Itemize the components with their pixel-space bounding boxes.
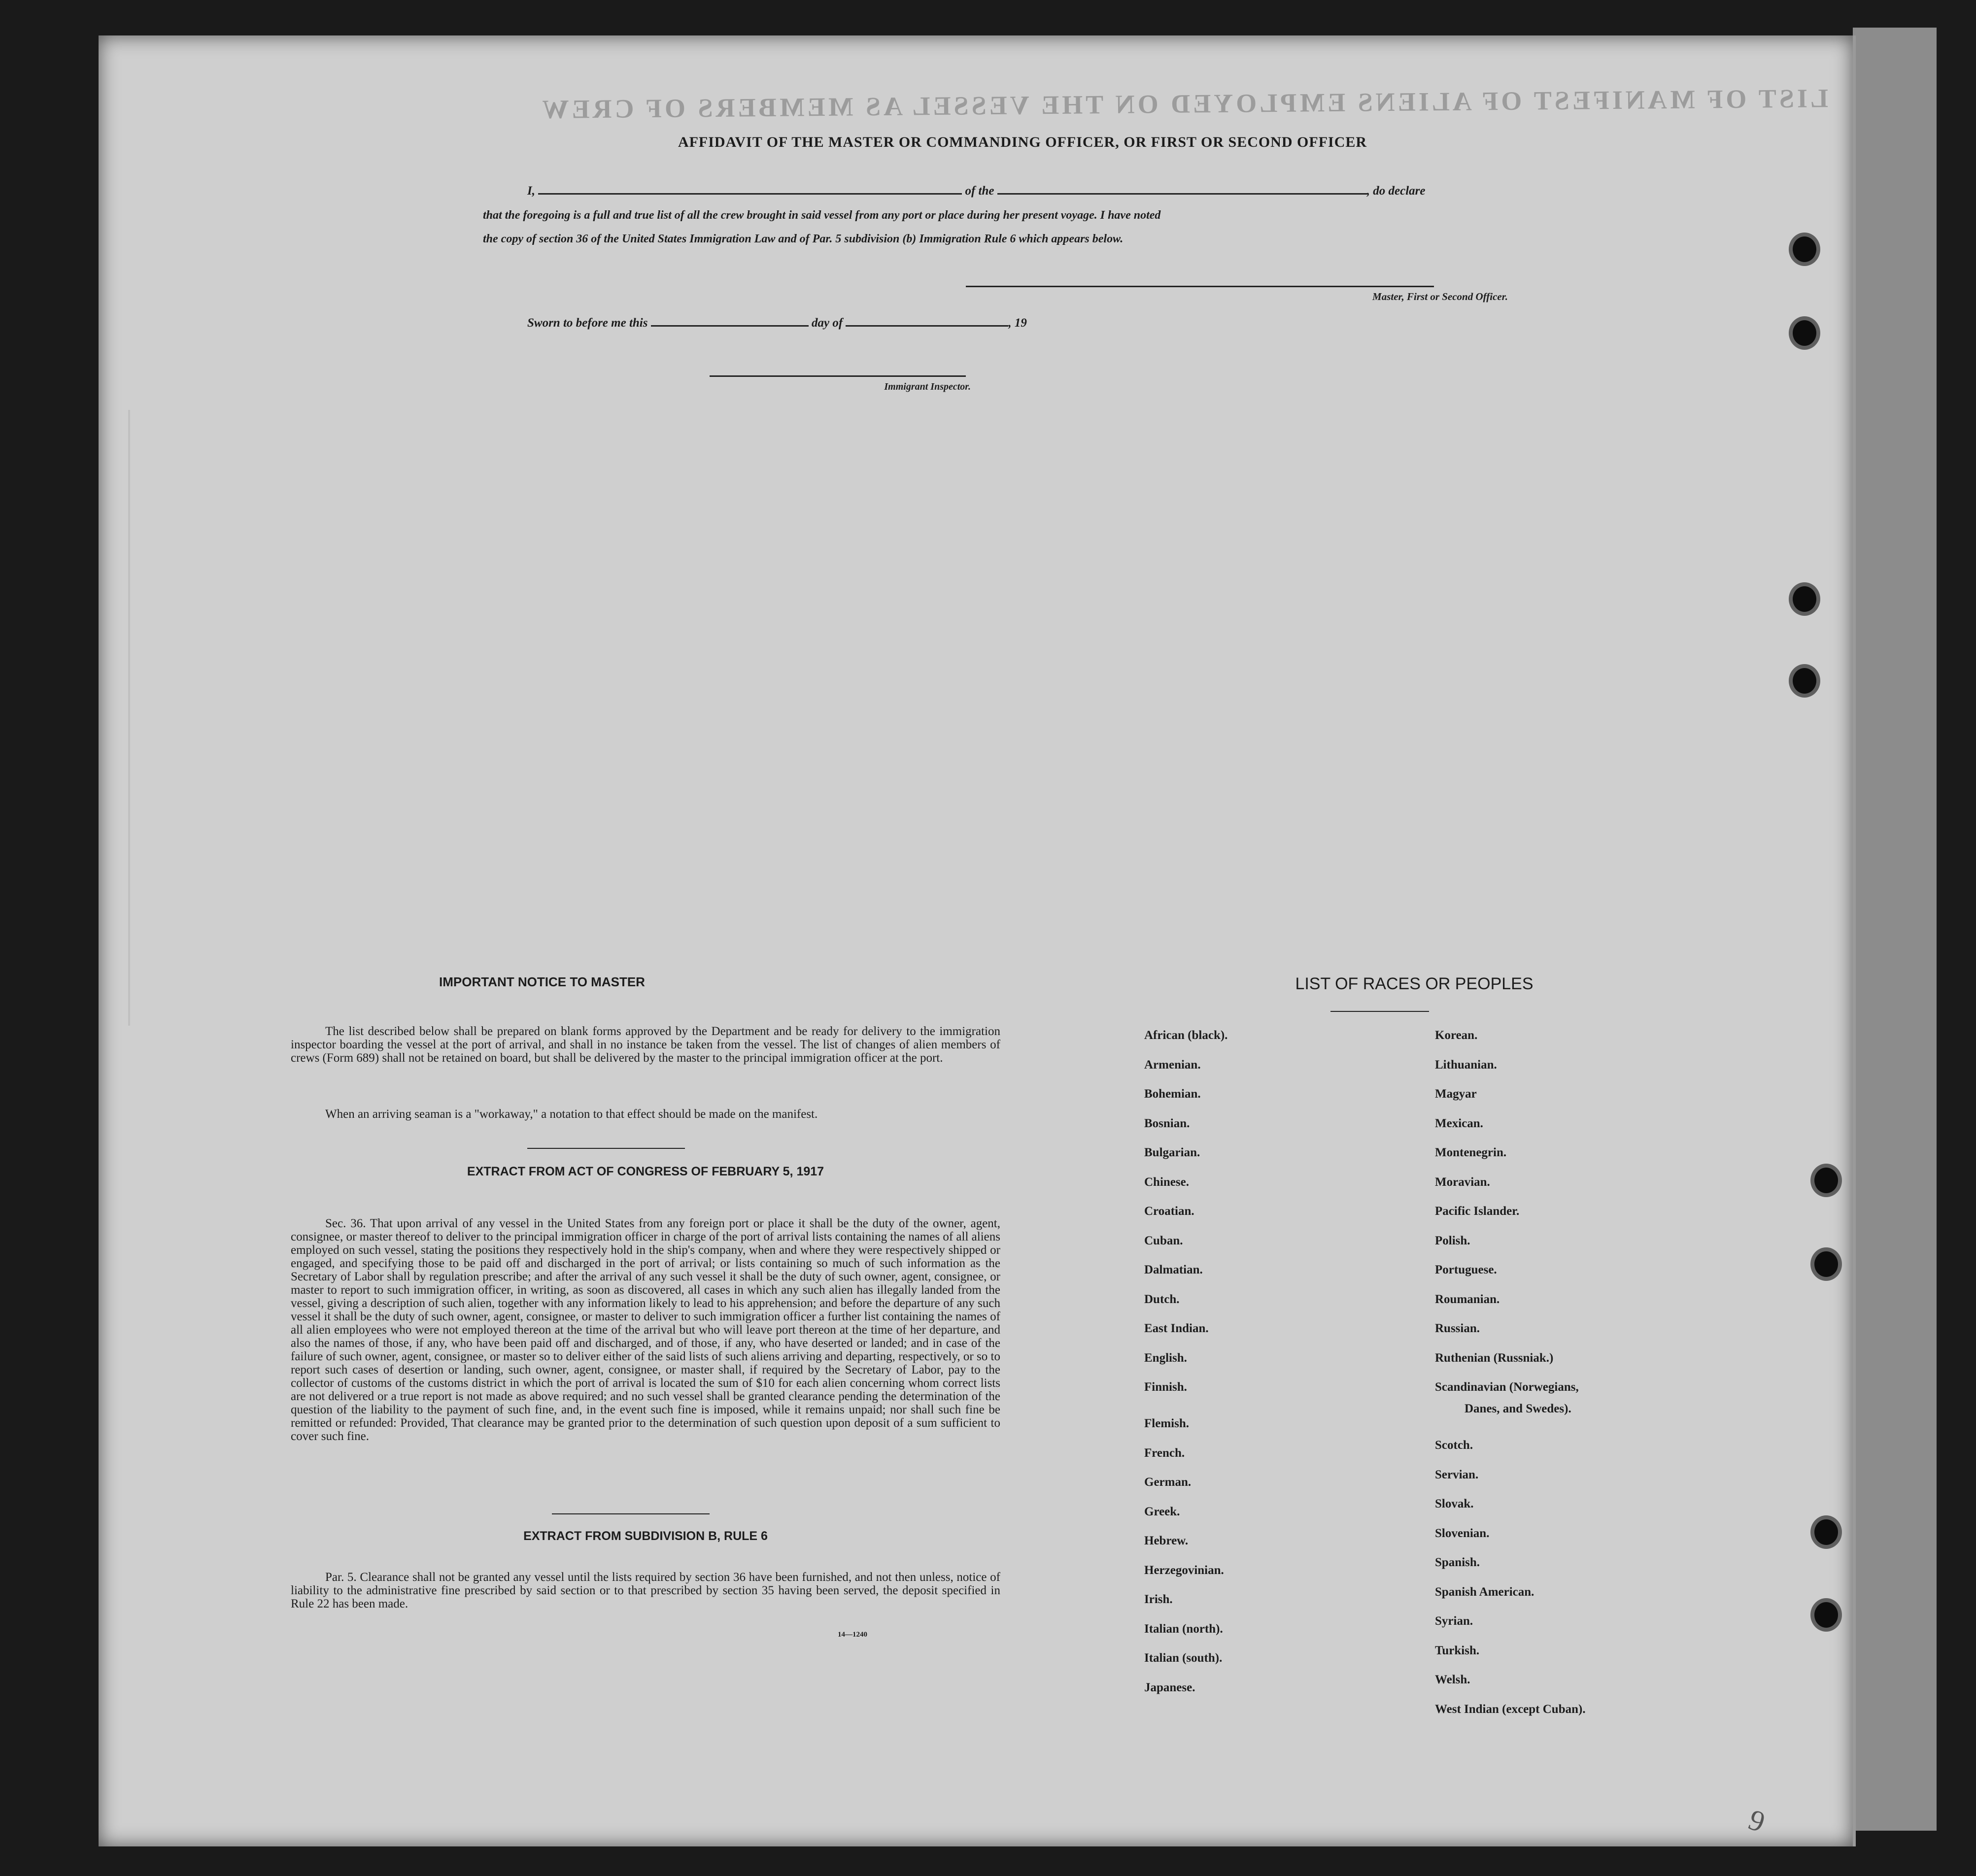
race-item: Slovak. — [1435, 1497, 1474, 1510]
race-item: Flemish. — [1144, 1417, 1189, 1430]
affidavit-line-1 — [527, 184, 1562, 198]
year-label: , 19 — [1008, 316, 1027, 330]
race-item: Danes, and Swedes). — [1465, 1402, 1571, 1415]
race-item: Montenegrin. — [1435, 1146, 1507, 1159]
race-item: Greek. — [1144, 1505, 1180, 1518]
race-item: Bohemian. — [1144, 1087, 1201, 1101]
race-item: Scandinavian (Norwegians, — [1435, 1380, 1579, 1394]
race-item: Bosnian. — [1144, 1116, 1190, 1130]
race-item: Italian (south). — [1144, 1651, 1223, 1665]
extract-rule-text: Par. 5. Clearance shall not be granted any vessel until the lists required by section 36 have been furnished, and not then unless, notice of liability to the administrative fine prescribed by said section or to that prescribed by section 35 having been served, the deposit specified in Rule 22 has been made. — [291, 1571, 1000, 1610]
document-page — [99, 35, 1856, 1846]
race-item: Dutch. — [1144, 1292, 1180, 1306]
race-item: African (black). — [1144, 1029, 1228, 1042]
affidavit-line-2: that the foregoing is a full and true list of all the crew brought in said vessel from any port or place during her present voyage. I have noted — [483, 209, 1161, 222]
race-item: Mexican. — [1435, 1116, 1483, 1130]
margin-pencil-mark: 9 — [1744, 1803, 1770, 1839]
race-item: German. — [1144, 1475, 1192, 1489]
notice-para-2: When an arriving seaman is a "workaway," a notation to that effect should be made on the manifest. — [325, 1107, 818, 1121]
punch-hole — [1793, 586, 1816, 612]
race-item: Russian. — [1435, 1322, 1480, 1335]
affidavit-title: AFFIDAVIT OF THE MASTER OR COMMANDING OFFICER, OR FIRST OR SECOND OFFICER — [678, 134, 1367, 150]
day-of-label: day of — [811, 316, 843, 330]
extract-divider — [552, 1513, 710, 1514]
race-item: East Indian. — [1144, 1322, 1209, 1335]
race-item: Korean. — [1435, 1029, 1478, 1042]
punch-hole — [1814, 1602, 1838, 1628]
race-item: Servian. — [1435, 1468, 1479, 1481]
do-declare-label: , do declare — [1366, 184, 1426, 198]
inspector-signature-line[interactable] — [710, 375, 966, 377]
notice-divider — [527, 1148, 685, 1149]
name-field[interactable] — [538, 193, 962, 195]
race-item: Moravian. — [1435, 1175, 1490, 1189]
race-item: Polish. — [1435, 1234, 1470, 1247]
extract-act-text: Sec. 36. That upon arrival of any vessel in the United States from any foreign port or place it shall be the duty of the owner, agent, consignee, or master thereof to deliver to the principal immigration officer in charge of the port of arrival lists containing the names of all aliens employed on such vessel, stating the positions they respectively hold in the ship's company, when and where they were respectively shipped or engaged, and specifying those to be paid off and discharged in the port of arrival; or lists containing so much of such information as the Secretary of Labor shall by regulation prescribe; and after the arrival of any such vessel it shall be the duty of such owner, agent, consignee, or master to report to such immigration officer, in writing, as soon as discovered, all cases in which any such alien has illegally landed from the vessel, giving a description of such alien, together with any information likely to lead to his apprehension; and before the departure of any such vessel it shall be the duty of such owner, agent, consignee, or master to deliver to such immigration officer a further list containing the names of all alien employees who were not employed thereon at the time of the arrival but who will leave port thereon at the time of her departure, and also the names of those, if any, who have been paid off and discharged, and of those, if any, who have deserted or landed; and in case of the failure of such owner, agent, consignee, or master so to deliver either of the said lists of such aliens arriving and departing, respectively, or so to report such cases of desertion or landing, such owner, agent, consignee, or master shall, if required by the Secretary of Labor, pay to the collector of customs of the customs district in which the port of arrival is located the sum of $10 for each alien concerning whom correct lists are not delivered or a true report is not made as above required; and no such vessel shall be granted clearance pending the determination of the question of the liability to the payment of such fine, and, in the event such fine is imposed, while it remains unpaid; nor shall such fine be remitted or refunded: Provided, That clearance may be granted prior to the determination of such question upon deposit of a sum sufficient to cover such fine. — [291, 1217, 1000, 1443]
extract-act-title: EXTRACT FROM ACT OF CONGRESS OF FEBRUARY 5, 1917 — [467, 1165, 824, 1178]
punch-hole — [1814, 1251, 1838, 1277]
punch-hole — [1793, 320, 1816, 346]
affidavit-line-3: the copy of section 36 of the United States Immigration Law and of Par. 5 subdivision (b) Immigration Rule 6 which appears below. — [483, 233, 1124, 245]
vessel-field[interactable] — [997, 193, 1367, 195]
race-item: Finnish. — [1144, 1380, 1187, 1394]
race-item: Spanish. — [1435, 1556, 1480, 1569]
extract-rule-title: EXTRACT FROM SUBDIVISION B, RULE 6 — [523, 1529, 768, 1543]
sworn-day-field[interactable] — [651, 325, 809, 327]
race-item: Roumanian. — [1435, 1292, 1500, 1306]
race-item: Italian (north). — [1144, 1622, 1223, 1636]
master-signature-line[interactable] — [966, 286, 1434, 287]
race-item: Magyar — [1435, 1087, 1477, 1101]
notice-para-1: The list described below shall be prepared on blank forms approved by the Department and be ready for delivery to the immigration inspector boarding the vessel at the port of arrival, and shall in no instance be taken from the vessel. The list of changes of alien members of crews (Form 689) shall not be retained on board, but shall be delivered by the master to the principal immigration officer at the port. — [291, 1025, 1000, 1065]
race-item: Pacific Islander. — [1435, 1205, 1520, 1218]
bleed-through-text: LIST OF MANIFEST OF ALIENS EMPLOYED ON THE VESSEL AS MEMBERS OF CREW — [539, 83, 1829, 125]
race-item: Japanese. — [1144, 1680, 1195, 1694]
race-item: Herzegovinian. — [1144, 1563, 1224, 1577]
race-item: French. — [1144, 1446, 1185, 1460]
race-item: Slovenian. — [1435, 1526, 1490, 1540]
race-item: Chinese. — [1144, 1175, 1189, 1189]
race-item: Turkish. — [1435, 1643, 1480, 1657]
i-label: I, — [527, 184, 535, 198]
underlying-page-edge — [1853, 28, 1937, 1831]
race-item: Spanish American. — [1435, 1585, 1534, 1599]
race-item: Dalmatian. — [1144, 1263, 1203, 1276]
inspector-label: Immigrant Inspector. — [884, 381, 971, 392]
sworn-month-field[interactable] — [846, 325, 1008, 327]
sworn-line — [527, 316, 1217, 330]
form-number: 14—1240 — [838, 1631, 867, 1639]
races-title: LIST OF RACES OR PEOPLES — [1295, 974, 1533, 993]
race-item: Armenian. — [1144, 1058, 1201, 1072]
race-item: Cuban. — [1144, 1234, 1183, 1247]
race-item: Croatian. — [1144, 1205, 1194, 1218]
race-item: English. — [1144, 1351, 1187, 1365]
race-item: West Indian (except Cuban). — [1435, 1702, 1586, 1716]
race-item: Hebrew. — [1144, 1534, 1189, 1547]
race-item: Scotch. — [1435, 1439, 1473, 1452]
punch-hole — [1793, 236, 1816, 262]
of-the-label: of the — [965, 184, 994, 198]
race-item: Bulgarian. — [1144, 1146, 1200, 1159]
punch-hole — [1793, 668, 1816, 694]
races-divider — [1330, 1011, 1429, 1012]
sworn-label: Sworn to before me this — [527, 316, 648, 330]
ghost-row-marks — [128, 410, 1830, 1026]
punch-hole — [1814, 1168, 1838, 1193]
punch-hole — [1814, 1519, 1838, 1545]
race-item: Ruthenian (Russniak.) — [1435, 1351, 1554, 1365]
race-item: Lithuanian. — [1435, 1058, 1497, 1072]
race-item: Syrian. — [1435, 1614, 1473, 1628]
race-item: Irish. — [1144, 1593, 1173, 1606]
race-item: Portuguese. — [1435, 1263, 1497, 1276]
race-item: Welsh. — [1435, 1673, 1470, 1686]
master-label: Master, First or Second Officer. — [1372, 291, 1508, 302]
notice-title: IMPORTANT NOTICE TO MASTER — [439, 974, 645, 989]
